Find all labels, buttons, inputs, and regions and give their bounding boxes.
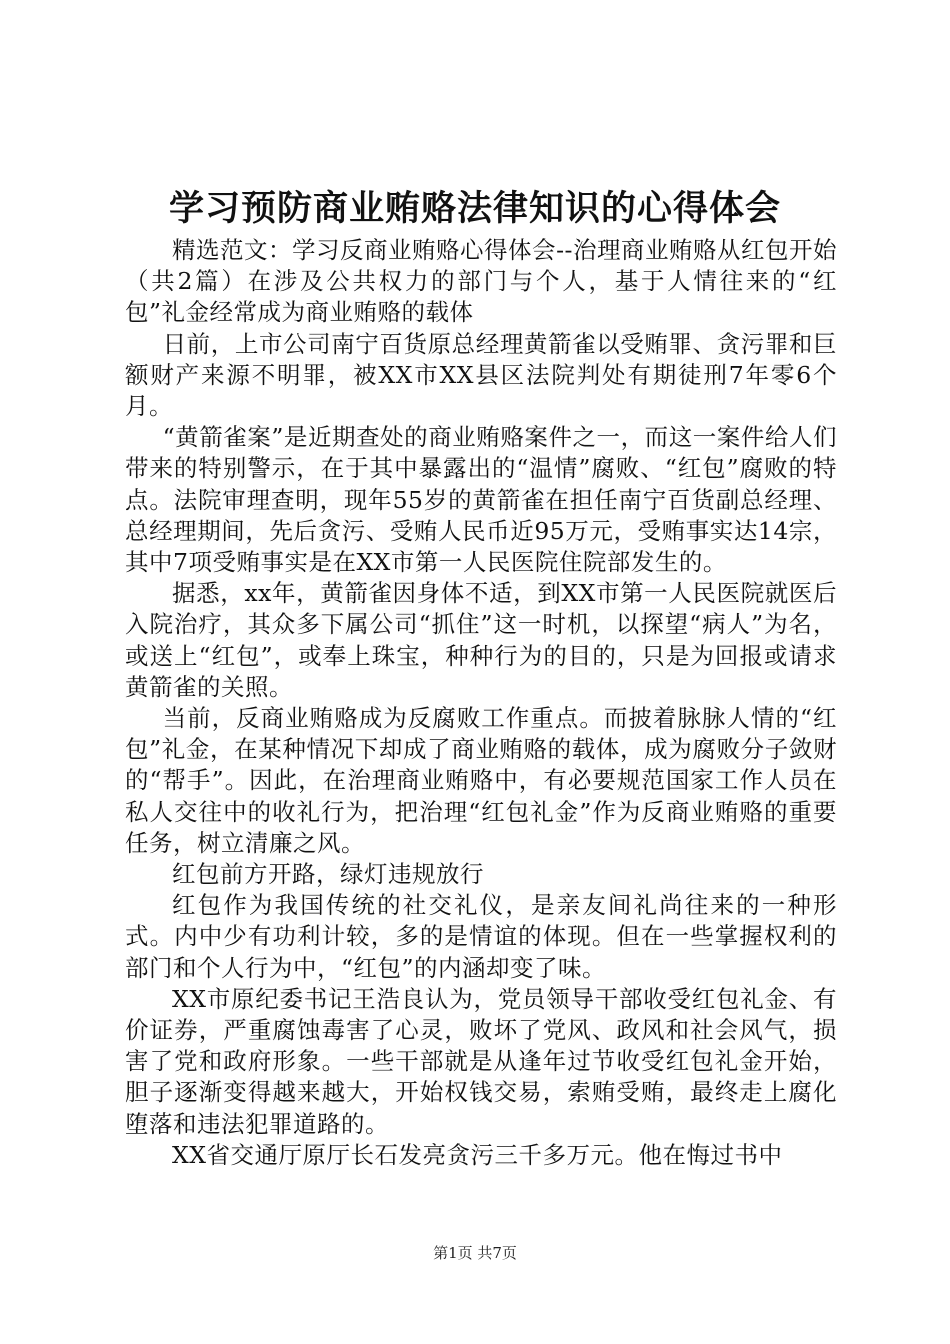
document-body: [125, 235, 837, 1171]
document-title: 学习预防商业贿赂法律知识的心得体会: [168, 188, 781, 229]
paragraph-8: XX省交通厅原厅长石发亮贪污三千多万元。他在悔过书中: [172, 1140, 783, 1169]
paragraph-2: 日前，上市公司南宁百货原总经理黄箭雀以受贿罪、贪污罪和巨额财产来源不明罪，被XX市XX县区法院判处有期徒刑7年零6个月。: [125, 329, 837, 421]
paragraph-3: “黄箭雀案”是近期查处的商业贿赂案件之一，而这一案件给人们带来的特别警示，在于其中暴露出的“温情”腐败、“红包”腐败的特点。法院审理查明，现年55岁的黄箭雀在担任南宁百货副总经理、总经理期间，先后贪污、受贿人民币近95万元，受贿事实达14宗，其中7项受贿事实是在XX市第一人民医院住院部发生的。: [125, 423, 837, 577]
paragraph-5: 当前，反商业贿赂成为反腐败工作重点。而披着脉脉人情的“红包”礼金，在某种情况下却成了商业贿赂的载体，成为腐败分子敛财的“帮手”。因此，在治理商业贿赂中，有必要规范国家工作人员在私人交往中的收礼行为，把治理“红包礼金”作为反商业贿赂的重要任务，树立清廉之风。: [125, 704, 837, 857]
paragraph-1: 精选范文：学习反商业贿赂心得体会--治理商业贿赂从红包开始（共2篇）在涉及公共权力的部门与个人，基于人情往来的“红包”礼金经常成为商业贿赂的载体: [125, 236, 837, 327]
page-number-footer: 第1页 共7页: [433, 1244, 517, 1262]
section-heading: 红包前方开路，绿灯违规放行: [172, 860, 484, 889]
paragraph-7: XX市原纪委书记王浩良认为，党员领导干部收受红包礼金、有价证券，严重腐蚀毒害了心灵，败坏了党风、政风和社会风气，损害了党和政府形象。一些干部就是从逢年过节收受红包礼金开始，胆子逐渐变得越来越大，开始权钱交易，索贿受贿，最终走上腐化堕落和违法犯罪道路的。: [125, 984, 837, 1138]
paragraph-4: 据悉，xx年，黄箭雀因身体不适，到XX市第一人民医院就医后入院治疗，其众多下属公司“抓住”这一时机，以探望“病人”为名，或送上“红包”，或奉上珠宝，种种行为的目的，只是为回报或请求黄箭雀的关照。: [125, 579, 837, 701]
paragraph-6: 红包作为我国传统的社交礼仪，是亲友间礼尚往来的一种形式。内中少有功利计较，多的是情谊的体现。但在一些掌握权利的部门和个人行为中，“红包”的内涵却变了味。: [125, 891, 837, 982]
